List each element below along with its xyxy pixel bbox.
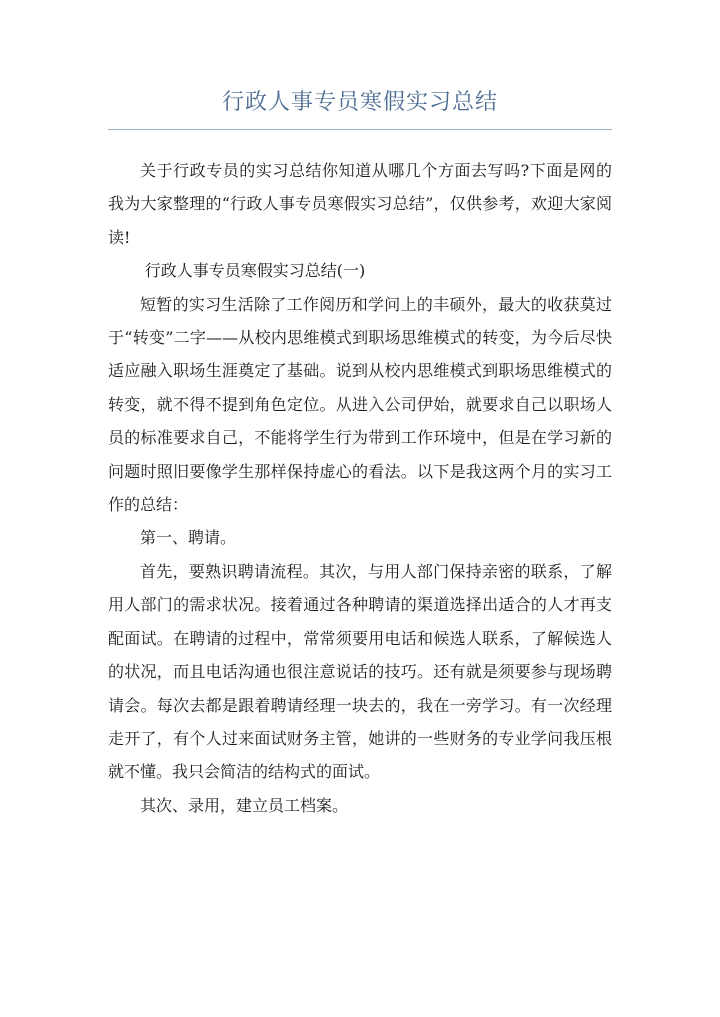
- title-divider: [108, 129, 612, 130]
- body-paragraph: 短暂的实习生活除了工作阅历和学问上的丰硕外，最大的收获莫过于“转变”二字——从校内思维模式到职场思维模式的转变，为今后尽快适应融入职场生涯奠定了基础。说到从校内思维模式到职场思维模式的转变，就不得不提到角色定位。从进入公司伊始，就要求自己以职场人员的标准要求自己，不能将学生行为带到工作环境中，但是在学习新的问题时照旧要像学生那样保持虚心的看法。以下是我这两个月的实习工作的总结：: [108, 294, 612, 515]
- body-paragraph: 首先，要熟识聘请流程。其次，与用人部门保持亲密的联系，了解用人部门的需求状况。接着通过各种聘请的渠道选择出适合的人才再支配面试。在聘请的过程中，常常须要用电话和候选人联系，了解候选人的状况，而且电话沟通也很注意说话的技巧。还有就是须要参与现场聘请会。每次去都是跟着聘请经理一块去的，我在一旁学习。有一次经理走开了，有个人过来面试财务主管，她讲的一些财务的专业学问我压根就不懂。我只会简洁的结构式的面试。: [108, 561, 612, 782]
- intro-paragraph: 关于行政专员的实习总结你知道从哪几个方面去写吗?下面是网的我为大家整理的“行政人事专员寒假实习总结”，仅供参考，欢迎大家阅读!: [108, 161, 612, 247]
- document-body: [108, 154, 612, 822]
- document-title: 行政人事专员寒假实习总结: [221, 90, 498, 115]
- subsection-heading: 第一、聘请。: [140, 528, 237, 548]
- section-heading: 行政人事专员寒假实习总结(一): [144, 261, 366, 281]
- subsection-heading: 其次、录用，建立员工档案。: [140, 795, 349, 815]
